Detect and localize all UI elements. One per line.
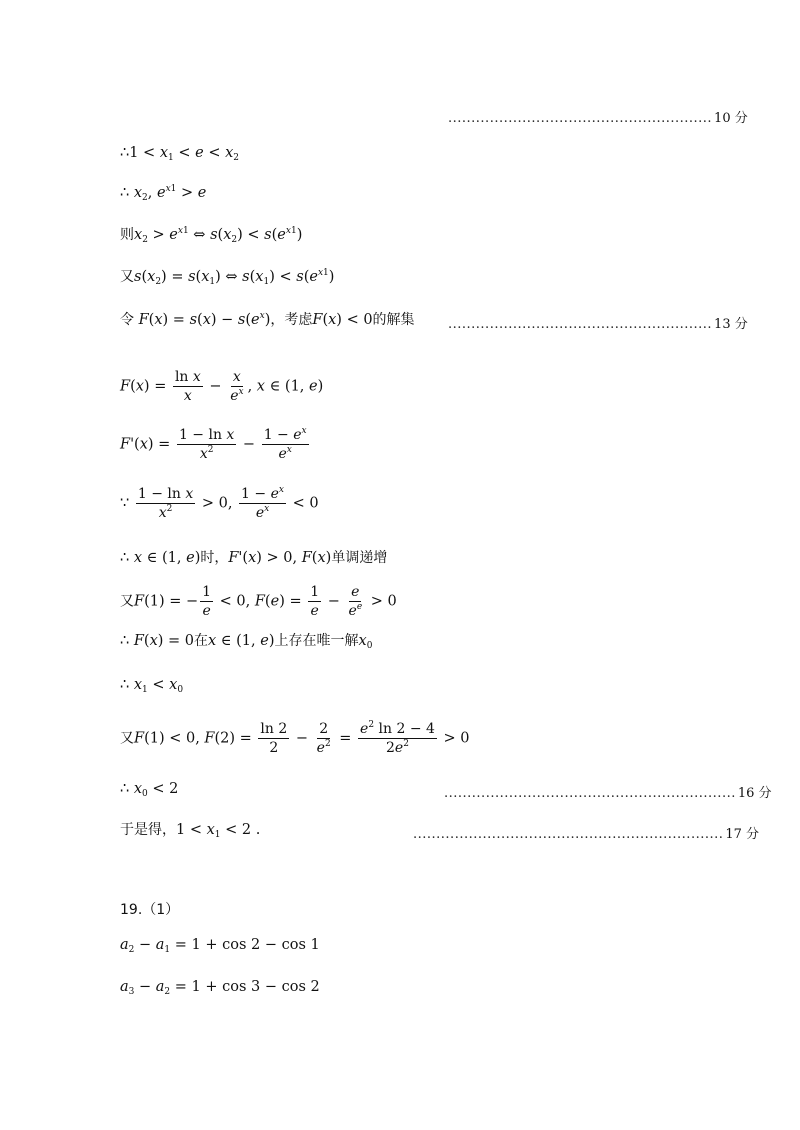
- math-line-x1-less-x0: ∴ $x_1 < x_0$: [120, 677, 184, 695]
- math-line-x1-between: ∴1 < $x_1 < e < x_2$: [120, 145, 240, 163]
- math-line-F2: 又F(1) < 0, F(2) = $\frac{\ln 2}{2}$ − $\frac{2}{e^2}$ = $\frac{e^2 \ln 2 - 4}{2e^2}$ > 0: [120, 720, 470, 756]
- math-line-F-formula: F(x) = $\frac{\text{ln x}}{x}$ − $\frac{x}{e^x}$ , x ∈ (1, e): [120, 369, 324, 404]
- math-line-unique-root: ∴ F(x) = 0在x ∈ (1, e)上存在唯一解$x_0$: [120, 633, 373, 651]
- math-line-F-endpoints: 又F(1) = − $\frac{1}{e}$ < 0, F(e) = $\frac{1}{e}$ − $\frac{e}{e^e}$ > 0: [120, 584, 397, 619]
- math-line-x0-less-2: ∴ $x_0 < 2$: [120, 781, 179, 799]
- score-marker-10: ......................................................... 10 分: [448, 111, 748, 126]
- math-line-s-equal: 又$s(x_2) = s(x_1)$ ⇔ $s(x_1) < s(e^{x1})$: [120, 268, 335, 287]
- math-line-because-signs: ∵ $\frac{\text{1 − ln x}}{x^2}$ > 0, $\frac{1 - e^x}{e^x}$ < 0: [120, 485, 319, 521]
- score-marker-16: ............................................................... 16 分: [444, 786, 772, 801]
- math-line-conclusion: 于是得，$1 < x_1 < 2$ .: [120, 822, 261, 840]
- math-line-F-derivative: F'(x) = $\frac{\text{1 − ln x}}{x^2}$ − $\frac{1 - e^x}{e^x}$: [120, 426, 307, 462]
- math-line-a2-a1: $a_2 - a_1 = 1 + \cos 2 - \cos 1$: [120, 937, 320, 955]
- score-marker-13: ......................................................... 13 分: [448, 317, 748, 332]
- score-marker-17: ................................................................... 17 分: [413, 827, 760, 842]
- math-line-define-F: 令 $F(x) = s(x) - s(e^x)$，考虑F(x) < 0的解集: [120, 311, 415, 328]
- math-line-equivalence: 则$x_2 > e^{x1}$ ⇔ $s(x_2) < s(e^{x1})$: [120, 226, 303, 245]
- math-line-a3-a2: $a_3 - a_2 = 1 + \cos 3 - \cos 2$: [120, 979, 320, 997]
- question-19-heading: 19.（1）: [120, 902, 180, 918]
- math-line-x2-exp: ∴ $x_2$, $e^{x1} > e$: [120, 184, 207, 203]
- math-line-monotonic: ∴ x ∈ (1, e)时，F'(x) > 0, F(x)单调递增: [120, 550, 388, 566]
